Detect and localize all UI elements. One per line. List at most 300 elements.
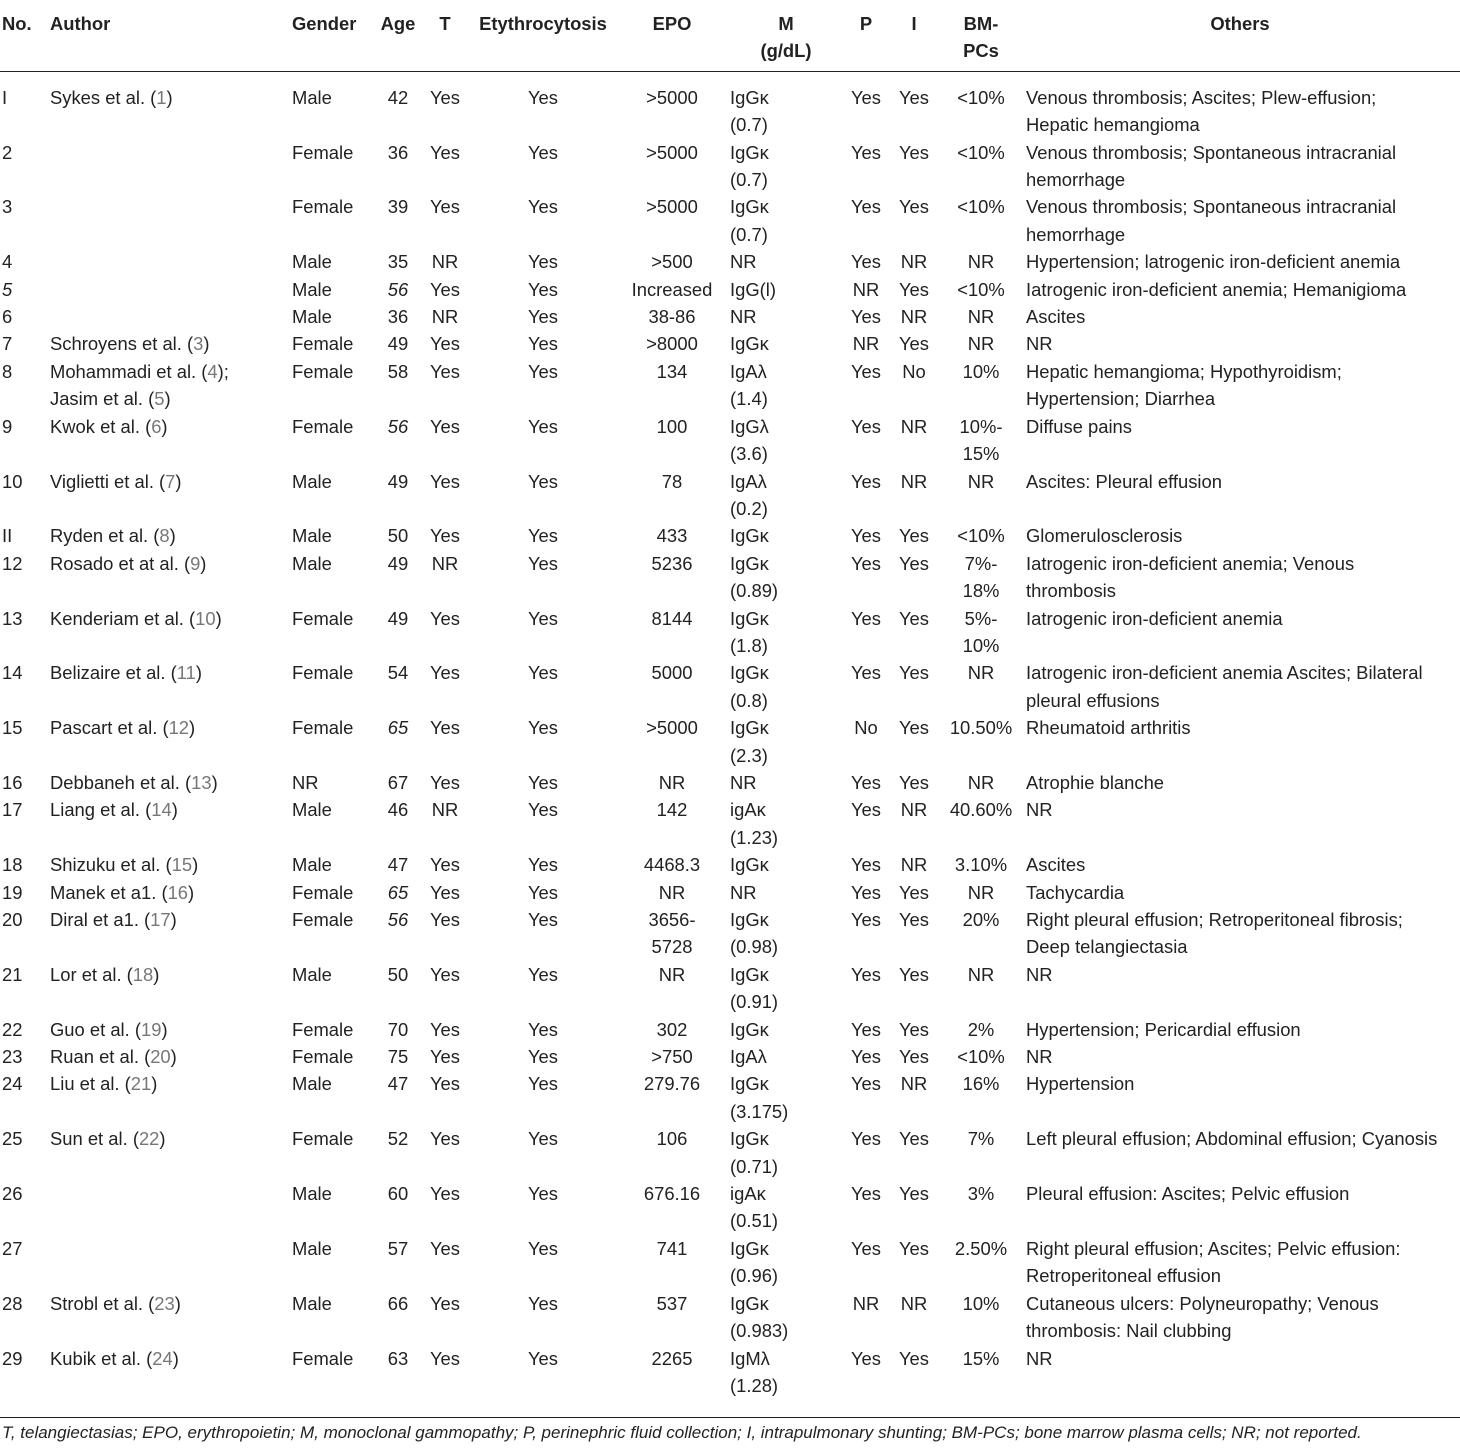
- cell-others: [1020, 71, 1460, 138]
- reference-link[interactable]: 22: [138, 1128, 160, 1150]
- cell-t-text: NR: [431, 552, 459, 574]
- cell-others: [1020, 1043, 1460, 1070]
- cell-p: [846, 659, 886, 714]
- cell-no-text: 15: [2, 717, 23, 739]
- cell-age-text: 49: [387, 470, 409, 492]
- cell-epo-text: >5000: [646, 196, 698, 218]
- cell-bm-pcs-text: 10%: [962, 1292, 1000, 1314]
- cell-author: Kubik et al. (24): [50, 1347, 179, 1369]
- cell-epo-text: 8144: [651, 607, 693, 629]
- cell-author: Debbaneh et al. (13): [50, 771, 218, 793]
- cell-m: [726, 961, 846, 1016]
- cell-m: [726, 248, 846, 275]
- cell-others: [1020, 358, 1460, 413]
- cell-p: [846, 1070, 886, 1125]
- cell-no-text: 24: [2, 1073, 23, 1095]
- cell-erythrocytosis-text: Yes: [527, 1183, 558, 1205]
- cell-bm-pcs: [942, 906, 1020, 961]
- cell-t: [422, 139, 468, 194]
- cell-epo: [618, 605, 726, 660]
- cell-author: Sun et al. (22): [50, 1128, 166, 1150]
- cell-erythrocytosis-text: Yes: [527, 881, 558, 903]
- reference-link[interactable]: 5: [154, 388, 165, 410]
- cell-others-text: NR: [1026, 333, 1053, 355]
- cell-i: [886, 714, 942, 769]
- cell-p-text: Yes: [850, 1183, 881, 1205]
- cell-i: [886, 550, 942, 605]
- cell-others: [1020, 796, 1460, 851]
- cell-gender: [292, 796, 374, 851]
- cell-age: [374, 1016, 422, 1043]
- cell-no-text: 5: [2, 278, 13, 300]
- cell-age-text: 47: [387, 1073, 409, 1095]
- author-name: Liu et al.: [50, 1073, 120, 1095]
- cell-age: [374, 769, 422, 796]
- reference-link[interactable]: 19: [140, 1018, 162, 1040]
- table-row: [0, 605, 1460, 660]
- cell-age: [374, 139, 422, 194]
- cell-others-text: Pleural effusion: Ascites; Pelvic effusion: [1026, 1183, 1350, 1205]
- cell-others-text: Iatrogenic iron-deficient anemia; Venous thrombosis: [1026, 552, 1355, 602]
- cell-bm-pcs-text: NR: [967, 306, 995, 328]
- cell-gender: [292, 1180, 374, 1235]
- cell-t: [422, 303, 468, 330]
- cell-gender-text: Female: [292, 141, 354, 163]
- cell-gender-text: Female: [292, 333, 354, 355]
- cell-age-text: 50: [387, 963, 409, 985]
- cell-bm-pcs-text: <10%: [957, 86, 1005, 108]
- cell-age-text: 49: [387, 552, 409, 574]
- cell-bm-pcs: [942, 659, 1020, 714]
- cell-no-text: 8: [2, 360, 13, 382]
- cell-p-text: Yes: [850, 1046, 881, 1068]
- reference-link[interactable]: 1: [156, 86, 167, 108]
- cell-age: [374, 851, 422, 878]
- cell-author: Shizuku et al. (15): [50, 854, 199, 876]
- cell-no: [0, 413, 46, 468]
- cell-age: [374, 1345, 422, 1410]
- reference-link[interactable]: 3: [193, 333, 204, 355]
- cell-no: [0, 851, 46, 878]
- cell-m-text: IgGκ (0.7): [730, 196, 769, 245]
- cell-bm-pcs: [942, 879, 1020, 906]
- reference-link[interactable]: 6: [151, 415, 162, 437]
- cell-bm-pcs-text: 10%: [962, 360, 1000, 382]
- cell-no: [0, 248, 46, 275]
- cell-age: [374, 1125, 422, 1180]
- cell-others-text: Venous thrombosis; Spontaneous intracranial hemorrhage: [1026, 196, 1397, 245]
- cell-epo-text: 100: [656, 415, 688, 437]
- cell-epo-text: 106: [656, 1128, 688, 1150]
- cell-erythrocytosis: [468, 1070, 618, 1125]
- cell-p: [846, 1235, 886, 1290]
- cell-age: [374, 1290, 422, 1345]
- cell-no: [0, 330, 46, 357]
- reference-link[interactable]: 11: [176, 662, 196, 684]
- table-row: [0, 1070, 1460, 1125]
- cell-gender-text: Female: [292, 909, 354, 930]
- cell-m-text: igAκ (0.51): [730, 1183, 779, 1232]
- cell-epo: [618, 248, 726, 275]
- cell-m-text: IgGκ (0.71): [730, 1128, 779, 1177]
- cell-erythrocytosis-text: Yes: [527, 415, 558, 437]
- cell-author: Schroyens et al. (3): [50, 333, 210, 355]
- cell-p: [846, 468, 886, 523]
- cell-m: [726, 71, 846, 138]
- cell-m-text: IgAλ (1.4): [730, 360, 768, 410]
- cell-m: [726, 714, 846, 769]
- cell-others: [1020, 139, 1460, 194]
- cell-gender-text: NR: [292, 771, 319, 793]
- cell-others: [1020, 1070, 1460, 1125]
- cell-no-text: 22: [2, 1018, 23, 1040]
- cell-others-text: Hypertension: [1026, 1073, 1135, 1095]
- cell-bm-pcs: [942, 1345, 1020, 1410]
- cell-no: [0, 193, 46, 248]
- cell-bm-pcs-text: 7%- 18%: [962, 552, 1000, 602]
- cell-age-text: 57: [387, 1237, 409, 1259]
- cell-t: [422, 550, 468, 605]
- cell-gender: [292, 659, 374, 714]
- cell-p: [846, 248, 886, 275]
- cell-no: [0, 1125, 46, 1180]
- cell-gender-text: Male: [292, 525, 332, 547]
- author-name: Kubik et al.: [50, 1347, 141, 1369]
- cell-epo-text: NR: [658, 881, 686, 903]
- cell-others: [1020, 303, 1460, 330]
- cell-gender-text: Male: [292, 278, 332, 300]
- cell-erythrocytosis-text: Yes: [527, 1128, 558, 1150]
- cell-others-text: Iatrogenic iron-deficient anemia: [1026, 607, 1283, 629]
- cell-p-text: Yes: [850, 1347, 881, 1369]
- cell-erythrocytosis: [468, 1043, 618, 1070]
- cell-epo: [618, 330, 726, 357]
- cell-others: [1020, 550, 1460, 605]
- cell-m-text: IgGκ (0.96): [730, 1237, 779, 1287]
- cell-m: [726, 1043, 846, 1070]
- table-footnote: T, telangiectasias; EPO, erythropoietin; M, monoclonal gammopathy; P, perinephric fluid collection; I, intrapulmonary shunting; BM-PCs; bone marrow plasma cells; NR; not reported.: [2, 1423, 1362, 1442]
- cell-author: Belizaire et al. (11): [50, 662, 202, 684]
- reference-link[interactable]: 20: [150, 1046, 171, 1068]
- cell-no-text: 9: [2, 415, 13, 437]
- cell-gender: [292, 522, 374, 549]
- cell-others: [1020, 330, 1460, 357]
- author-name: Manek et a1.: [50, 881, 157, 903]
- cell-erythrocytosis-text: Yes: [527, 799, 558, 821]
- cell-t-text: Yes: [429, 909, 460, 930]
- cell-no: [0, 1043, 46, 1070]
- cell-i: [886, 851, 942, 878]
- cell-p-text: Yes: [850, 86, 881, 108]
- cell-age: [374, 303, 422, 330]
- cell-author: Kwok et al. (6): [50, 415, 168, 437]
- cell-epo-text: 676.16: [643, 1183, 701, 1205]
- reference-link[interactable]: 18: [132, 963, 154, 985]
- author-name: Viglietti et al.: [50, 470, 154, 492]
- cell-i-text: Yes: [898, 1128, 929, 1150]
- cell-epo-text: 2265: [651, 1347, 693, 1369]
- cell-m-text: IgG(l): [730, 278, 776, 300]
- cell-bm-pcs-text: <10%: [957, 141, 1005, 163]
- cell-erythrocytosis-text: Yes: [527, 1347, 558, 1369]
- cell-m-text: IgMλ (1.28): [730, 1347, 779, 1396]
- cell-erythrocytosis: [468, 330, 618, 357]
- reference-link[interactable]: 24: [152, 1347, 173, 1369]
- cell-gender-text: Female: [292, 1128, 354, 1150]
- cell-bm-pcs-text: 2.50%: [954, 1237, 1008, 1259]
- cell-m: [726, 468, 846, 523]
- cell-gender-text: Male: [292, 306, 332, 328]
- cell-epo: [618, 879, 726, 906]
- author-name: Sykes et al.: [50, 86, 146, 108]
- cell-age: [374, 550, 422, 605]
- header-erythrocytosis: Etythrocytosis: [468, 6, 618, 71]
- cell-epo-text: >750: [651, 1046, 693, 1068]
- cell-no: [0, 879, 46, 906]
- table-row: [0, 659, 1460, 714]
- cell-erythrocytosis-text: Yes: [527, 607, 558, 629]
- cell-erythrocytosis: [468, 468, 618, 523]
- cell-p-text: Yes: [850, 909, 881, 930]
- cell-p-text: Yes: [850, 196, 881, 218]
- cell-m: [726, 276, 846, 303]
- cell-i-text: Yes: [898, 771, 929, 793]
- cell-age-text: 70: [387, 1018, 409, 1040]
- cell-gender: [292, 1345, 374, 1410]
- author-name: Belizaire et al.: [50, 662, 166, 684]
- cell-bm-pcs: [942, 303, 1020, 330]
- cell-t: [422, 468, 468, 523]
- cell-others-text: Atrophie blanche: [1026, 771, 1165, 793]
- cell-p-text: Yes: [850, 854, 881, 876]
- cell-author: Manek et a1. (16): [50, 881, 195, 903]
- cell-erythrocytosis: [468, 71, 618, 138]
- cell-gender-text: Female: [292, 607, 354, 629]
- cell-erythrocytosis: [468, 796, 618, 851]
- cell-i: [886, 1235, 942, 1290]
- cell-erythrocytosis-text: Yes: [527, 1046, 558, 1068]
- table-row: [0, 276, 1460, 303]
- cell-others-text: Hepatic hemangioma; Hypothyroidism; Hypertension; Diarrhea: [1026, 360, 1342, 410]
- cell-p-text: Yes: [850, 525, 881, 547]
- header-age: Age: [374, 6, 422, 71]
- cell-bm-pcs-text: <10%: [957, 196, 1005, 218]
- cell-age: [374, 605, 422, 660]
- cell-erythrocytosis: [468, 193, 618, 248]
- cell-gender: [292, 769, 374, 796]
- cell-epo: [618, 1180, 726, 1235]
- cell-others: [1020, 961, 1460, 1016]
- table-row: [0, 1235, 1460, 1290]
- cell-gender: [292, 468, 374, 523]
- cell-p: [846, 139, 886, 194]
- reference-link[interactable]: 16: [167, 881, 189, 903]
- reference-link[interactable]: 12: [168, 717, 190, 739]
- author-name: Shizuku et al.: [50, 854, 161, 876]
- cell-erythrocytosis: [468, 879, 618, 906]
- cell-i: [886, 413, 942, 468]
- cell-bm-pcs: [942, 550, 1020, 605]
- cell-author: [46, 1235, 292, 1290]
- cell-age-text: 66: [387, 1292, 409, 1314]
- cell-others: [1020, 1016, 1460, 1043]
- cell-gender-text: Male: [292, 251, 332, 273]
- cell-i: [886, 879, 942, 906]
- cell-m-text: IgAλ (0.2): [730, 470, 768, 519]
- cell-m-text: IgGκ: [730, 1018, 769, 1040]
- cell-author: Liang et al. (14): [50, 799, 178, 821]
- cell-p: [846, 879, 886, 906]
- cell-author: Mohammadi et al. (4); Jasim et al. (5): [50, 360, 229, 410]
- reference-link[interactable]: 21: [130, 1073, 152, 1095]
- cell-p-text: Yes: [850, 1018, 881, 1040]
- cell-i-text: Yes: [898, 196, 929, 218]
- cell-t-text: Yes: [429, 525, 460, 547]
- cell-m: [726, 413, 846, 468]
- cell-epo: [618, 522, 726, 549]
- cell-m: [726, 769, 846, 796]
- cell-i: [886, 1125, 942, 1180]
- cell-epo-text: 302: [656, 1018, 688, 1040]
- cell-age: [374, 796, 422, 851]
- cell-gender: [292, 358, 374, 413]
- cell-m-text: NR: [730, 771, 757, 793]
- cell-epo: [618, 961, 726, 1016]
- table-row: [0, 358, 1460, 413]
- table-bottom-rule: [0, 1417, 1460, 1418]
- cell-t: [422, 1070, 468, 1125]
- cell-bm-pcs-text: 2%: [967, 1018, 995, 1040]
- cell-i: [886, 468, 942, 523]
- cell-m: [726, 605, 846, 660]
- cell-p-text: Yes: [850, 771, 881, 793]
- cell-age-text: 75: [387, 1046, 409, 1068]
- cell-age: [374, 1043, 422, 1070]
- cell-epo-text: 741: [656, 1237, 688, 1259]
- reference-link[interactable]: 13: [191, 771, 212, 793]
- cell-erythrocytosis-text: Yes: [527, 552, 558, 574]
- cell-erythrocytosis: [468, 961, 618, 1016]
- reference-link[interactable]: 15: [171, 854, 193, 876]
- cell-erythrocytosis-text: Yes: [527, 1292, 558, 1314]
- cell-i-text: Yes: [898, 86, 929, 108]
- cell-p: [846, 851, 886, 878]
- cell-i-text: NR: [900, 854, 928, 876]
- cell-p-text: Yes: [850, 799, 881, 821]
- cell-bm-pcs: [942, 1070, 1020, 1125]
- cell-author: Strobl et al. (23): [50, 1292, 181, 1314]
- cell-t: [422, 1125, 468, 1180]
- cell-gender: [292, 248, 374, 275]
- cell-bm-pcs: [942, 468, 1020, 523]
- cell-others: [1020, 1290, 1460, 1345]
- cell-p: [846, 1345, 886, 1410]
- table-row: [0, 303, 1460, 330]
- cell-gender: [292, 71, 374, 138]
- cell-epo: [618, 1345, 726, 1410]
- cell-age-text: 39: [387, 196, 409, 218]
- cell-no-text: 14: [2, 662, 23, 684]
- reference-link[interactable]: 8: [159, 525, 170, 547]
- cell-epo: [618, 276, 726, 303]
- cell-t: [422, 193, 468, 248]
- cell-others: [1020, 1345, 1460, 1410]
- cell-bm-pcs: [942, 358, 1020, 413]
- cell-gender-text: Male: [292, 1292, 332, 1314]
- cell-bm-pcs: [942, 714, 1020, 769]
- cell-p-text: Yes: [850, 251, 881, 273]
- cell-erythrocytosis: [468, 714, 618, 769]
- cell-erythrocytosis-text: Yes: [527, 963, 558, 985]
- cell-no-text: 16: [2, 771, 23, 793]
- reference-link[interactable]: 17: [150, 909, 171, 930]
- cell-m-text: IgAλ: [730, 1046, 767, 1068]
- cell-i-text: Yes: [898, 607, 929, 629]
- cell-t: [422, 769, 468, 796]
- cell-i: [886, 303, 942, 330]
- reference-link[interactable]: 7: [165, 470, 176, 492]
- cell-erythrocytosis-text: Yes: [527, 1073, 558, 1095]
- cell-others-text: Venous thrombosis; Spontaneous intracranial hemorrhage: [1026, 141, 1397, 191]
- reference-link[interactable]: 4: [207, 360, 218, 382]
- cell-others-text: Diffuse pains: [1026, 415, 1132, 437]
- cell-m-text: IgGκ (0.98): [730, 909, 779, 958]
- cell-erythrocytosis-text: Yes: [527, 1237, 558, 1259]
- cell-others-text: Ascites: [1026, 854, 1086, 876]
- cell-no: [0, 139, 46, 194]
- cell-i: [886, 1290, 942, 1345]
- cell-bm-pcs-text: 10.50%: [949, 717, 1013, 739]
- cell-gender: [292, 1016, 374, 1043]
- cell-age-text: 65: [387, 717, 409, 739]
- cell-no: [0, 522, 46, 549]
- cell-t-text: Yes: [429, 1183, 460, 1205]
- cell-t: [422, 248, 468, 275]
- cell-t-text: Yes: [429, 86, 460, 108]
- cell-gender: [292, 276, 374, 303]
- cell-t: [422, 1016, 468, 1043]
- cell-age: [374, 413, 422, 468]
- cell-no: [0, 769, 46, 796]
- cell-bm-pcs: [942, 248, 1020, 275]
- cell-epo: [618, 1125, 726, 1180]
- reference-link[interactable]: 9: [190, 552, 201, 574]
- cell-erythrocytosis-text: Yes: [527, 717, 558, 739]
- cell-m: [726, 906, 846, 961]
- table-row: [0, 1180, 1460, 1235]
- cell-i: [886, 796, 942, 851]
- reference-link[interactable]: 14: [151, 799, 172, 821]
- cell-bm-pcs: [942, 961, 1020, 1016]
- cell-t: [422, 879, 468, 906]
- cell-age-text: 56: [387, 278, 409, 300]
- cell-t-text: Yes: [429, 1018, 460, 1040]
- cell-age-text: 65: [387, 881, 409, 903]
- cell-i-text: NR: [900, 1292, 928, 1314]
- reference-link[interactable]: 10: [195, 607, 216, 629]
- cell-i-text: Yes: [898, 717, 929, 739]
- cell-p: [846, 1125, 886, 1180]
- table-row: [0, 769, 1460, 796]
- reference-link[interactable]: 23: [154, 1292, 175, 1314]
- cell-p: [846, 522, 886, 549]
- cell-gender-text: Male: [292, 470, 332, 492]
- cell-bm-pcs: [942, 1180, 1020, 1235]
- cell-no: [0, 1345, 46, 1410]
- cell-t: [422, 659, 468, 714]
- cell-no: [0, 468, 46, 523]
- cell-t: [422, 1290, 468, 1345]
